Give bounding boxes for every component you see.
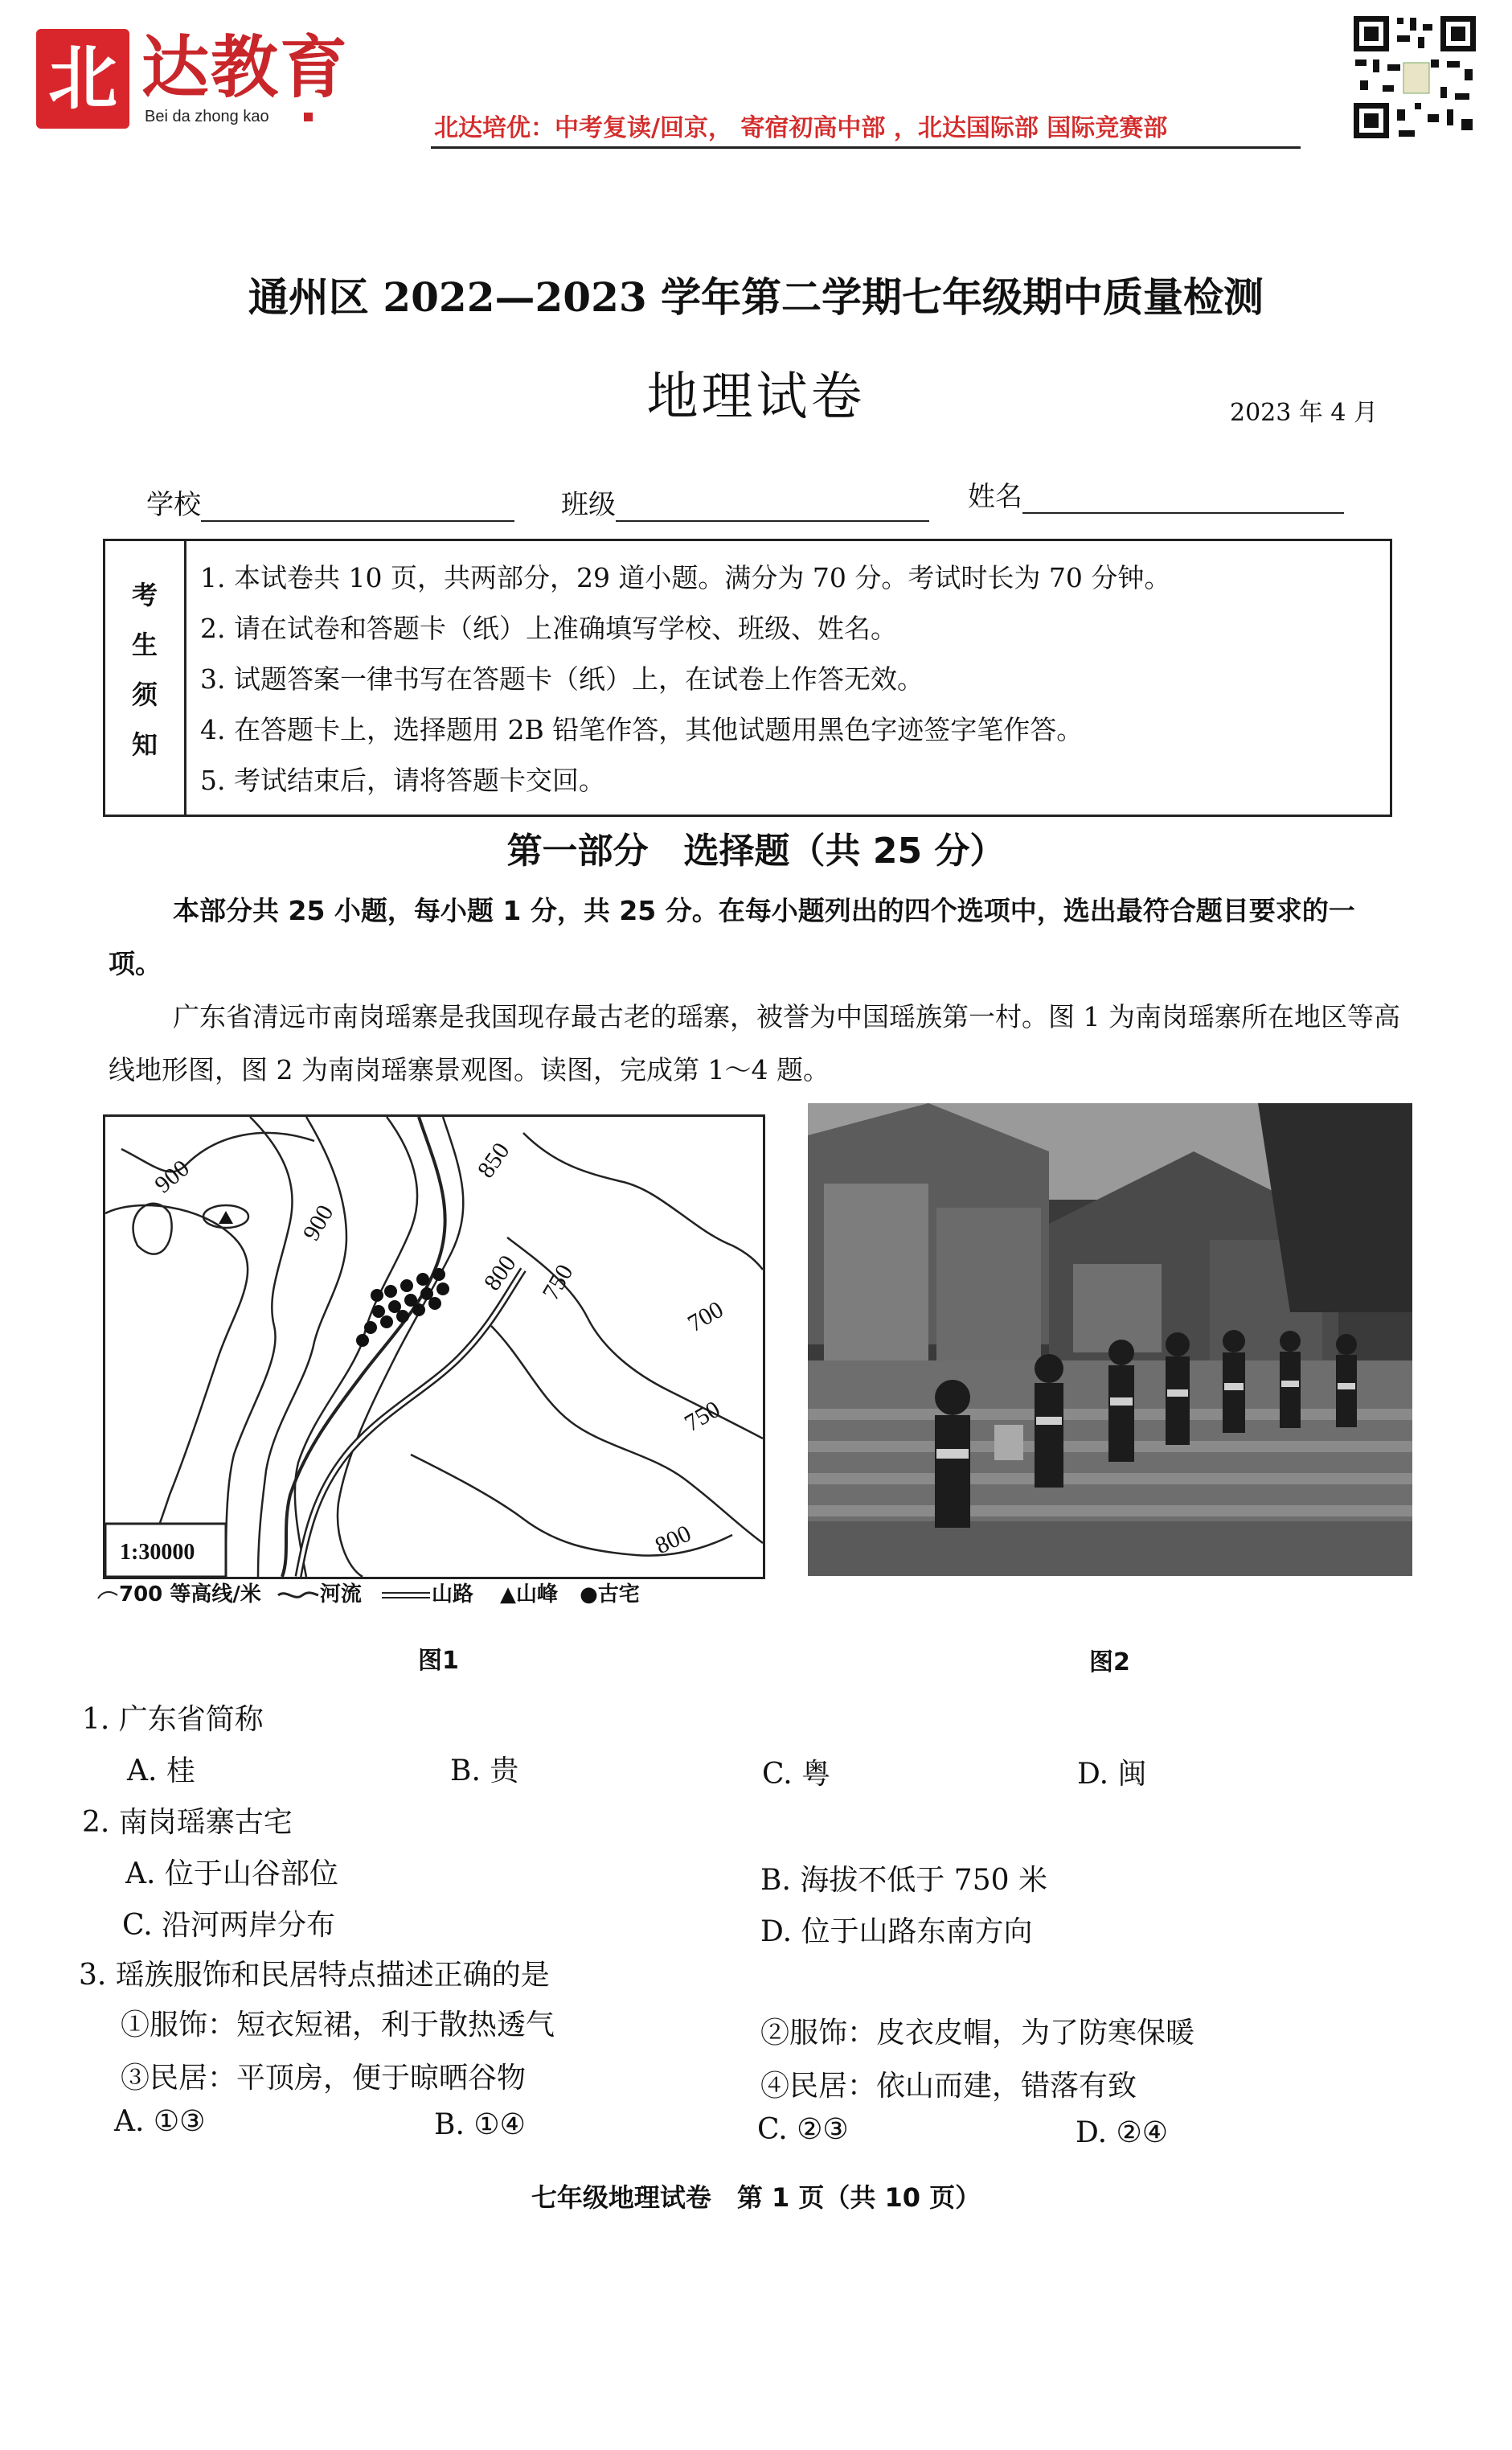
- brand-dot: [304, 113, 313, 121]
- q3-statement-3: ③民居：平顶房，便于晾晒谷物: [121, 2062, 527, 2095]
- name-label: 姓名: [968, 481, 1022, 513]
- contour-line: [258, 1117, 346, 1577]
- notice-list: [200, 552, 1374, 806]
- contour-line: [507, 1237, 763, 1438]
- question-2-stem: 2. 南岗瑶寨古宅: [82, 1806, 293, 1839]
- old-house-marker: [388, 1300, 401, 1313]
- exam-title: 通州区 2022—2023 学年第二学期七年级期中质量检测: [248, 273, 1264, 321]
- figure-1-caption: 图1: [418, 1647, 459, 1675]
- legend-river: 河流: [319, 1582, 362, 1607]
- contour-line: [491, 1326, 763, 1543]
- q2-option-b[interactable]: B. 海拔不低于 750 米: [760, 1864, 1047, 1897]
- contour-label: 900: [297, 1200, 339, 1246]
- exam-date: 2023 年 4 月: [1230, 399, 1379, 427]
- q3-option-c[interactable]: C. ②③: [757, 2113, 849, 2146]
- question-intro: 广东省清远市南岗瑶寨是我国现存最古老的瑶寨，被誉为中国瑶族第一村。图 1 为南岗瑶寨所在地区等高线地形图，图 2 为南岗瑶寨景观图。读图，完成第 1～4 题。: [109, 1001, 1400, 1085]
- q3-option-d[interactable]: D. ②④: [1076, 2116, 1169, 2149]
- section-title: 第一部分 选择题（共 25 分）: [506, 831, 1006, 872]
- old-house-marker: [404, 1294, 417, 1307]
- brand-logo-mark: 北: [36, 29, 129, 129]
- contour-line: [226, 1117, 293, 1577]
- notice-item: 1. 本试卷共 10 页，共两部分，29 道小题。满分为 70 分。考试时长为 70 分钟。: [200, 562, 1171, 593]
- contour-label: 900: [150, 1155, 195, 1199]
- legend-contour: 700 等高线/米: [119, 1582, 261, 1607]
- q3-option-a[interactable]: A. ①③: [114, 2105, 206, 2138]
- q3-option-b[interactable]: B. ①④: [434, 2108, 526, 2141]
- notice-item: 2. 请在试卷和答题卡（纸）上准确填写学校、班级、姓名。: [200, 613, 897, 644]
- old-house-marker: [400, 1279, 413, 1292]
- q3-statement-1: ①服饰：短衣短裙，利于散热透气: [121, 2009, 555, 2042]
- contour-map-svg: [105, 1117, 763, 1577]
- contour-line: [338, 1117, 463, 1577]
- contour-label: 800: [651, 1520, 695, 1560]
- old-house-marker: [380, 1315, 393, 1328]
- old-house-marker: [416, 1273, 429, 1286]
- class-label: 班级: [561, 489, 616, 521]
- contour-label: 750: [680, 1395, 725, 1438]
- contour-label: 850: [472, 1138, 515, 1184]
- legend-house: ●古宅: [580, 1582, 640, 1607]
- notice-heading-char: 须: [131, 679, 158, 710]
- qr-code-icon: [1350, 13, 1479, 142]
- school-label: 学校: [146, 489, 201, 521]
- contour-line: [133, 1204, 172, 1254]
- q1-option-b[interactable]: B. 贵: [450, 1754, 519, 1787]
- map-legend: [96, 1578, 640, 1607]
- river-legend-icon: [277, 1589, 320, 1602]
- contour-label: 800: [478, 1250, 522, 1296]
- q2-option-d[interactable]: D. 位于山路东南方向: [760, 1915, 1033, 1948]
- q1-option-c[interactable]: C. 粤: [762, 1758, 831, 1791]
- brand-logo-text: 达教育: [141, 27, 350, 107]
- legend-peak: ▲山峰: [500, 1582, 559, 1607]
- road-legend-icon: [380, 1589, 432, 1602]
- river-line: [282, 1117, 445, 1577]
- school-field[interactable]: [146, 482, 514, 522]
- q1-option-a[interactable]: A. 桂: [127, 1754, 195, 1787]
- contour-legend-icon: [96, 1589, 119, 1602]
- notice-box: [103, 539, 1392, 817]
- mountain-road: [298, 1270, 523, 1577]
- old-house-marker: [364, 1321, 377, 1334]
- legend-road: 山路: [431, 1582, 473, 1607]
- q2-option-c[interactable]: C. 沿河两岸分布: [122, 1909, 336, 1942]
- question-3-stem: 3. 瑶族服饰和民居特点描述正确的是: [79, 1959, 550, 1992]
- exam-subject: 地理试卷: [646, 367, 866, 427]
- old-house-marker: [436, 1282, 449, 1295]
- notice-heading-char: 考: [131, 580, 158, 610]
- name-field[interactable]: [968, 474, 1344, 514]
- class-field[interactable]: [561, 482, 929, 522]
- header-divider: [431, 146, 1301, 149]
- page-footer: 七年级地理试卷 第 1 页（共 10 页）: [531, 2182, 981, 2213]
- old-house-marker: [356, 1334, 369, 1347]
- figure-1-contour-map: [103, 1114, 765, 1579]
- q3-statement-2: ②服饰：皮衣皮帽，为了防寒保暖: [760, 2017, 1195, 2050]
- notice-heading: [105, 541, 186, 815]
- village-photo-svg: [808, 1103, 1412, 1576]
- figure-2-caption: 图2: [1089, 1648, 1130, 1676]
- section-instructions: 本部分共 25 小题，每小题 1 分，共 25 分。在每小题列出的四个选项中，选出最符合题目要求的一项。: [109, 895, 1355, 979]
- contour-line: [523, 1133, 763, 1270]
- header-tagline: 北达培优：中考复读/回京， 寄宿初高中部 ，北达国际部 国际竞赛部: [434, 114, 1168, 142]
- figure-2-village-photo: [808, 1103, 1412, 1576]
- brand-logo-subtitle: Bei da zhong kao: [145, 108, 269, 125]
- notice-heading-char: 知: [131, 729, 158, 760]
- old-house-marker: [420, 1287, 433, 1300]
- map-scale: 1:30000: [120, 1540, 195, 1565]
- contour-label: 700: [683, 1295, 728, 1338]
- question-1-stem: 1. 广东省简称: [82, 1703, 264, 1736]
- q2-option-a[interactable]: A. 位于山谷部位: [125, 1857, 338, 1890]
- notice-item: 3. 试题答案一律书写在答题卡（纸）上，在试卷上作答无效。: [200, 663, 924, 695]
- old-house-marker: [371, 1289, 383, 1302]
- old-house-cluster: [356, 1268, 449, 1347]
- old-house-marker: [372, 1305, 385, 1318]
- contour-label: 750: [537, 1260, 579, 1305]
- q3-statement-4: ④民居：依山而建，错落有致: [760, 2070, 1137, 2103]
- notice-item: 5. 考试结束后，请将答题卡交回。: [200, 765, 605, 796]
- notice-item: 4. 在答题卡上，选择题用 2B 铅笔作答，其他试题用黑色字迹签字笔作答。: [200, 714, 1084, 745]
- old-house-marker: [384, 1285, 397, 1298]
- q1-option-d[interactable]: D. 闽: [1077, 1758, 1147, 1791]
- notice-heading-char: 生: [131, 630, 158, 660]
- peak-icon: [219, 1211, 233, 1224]
- old-house-marker: [432, 1268, 445, 1281]
